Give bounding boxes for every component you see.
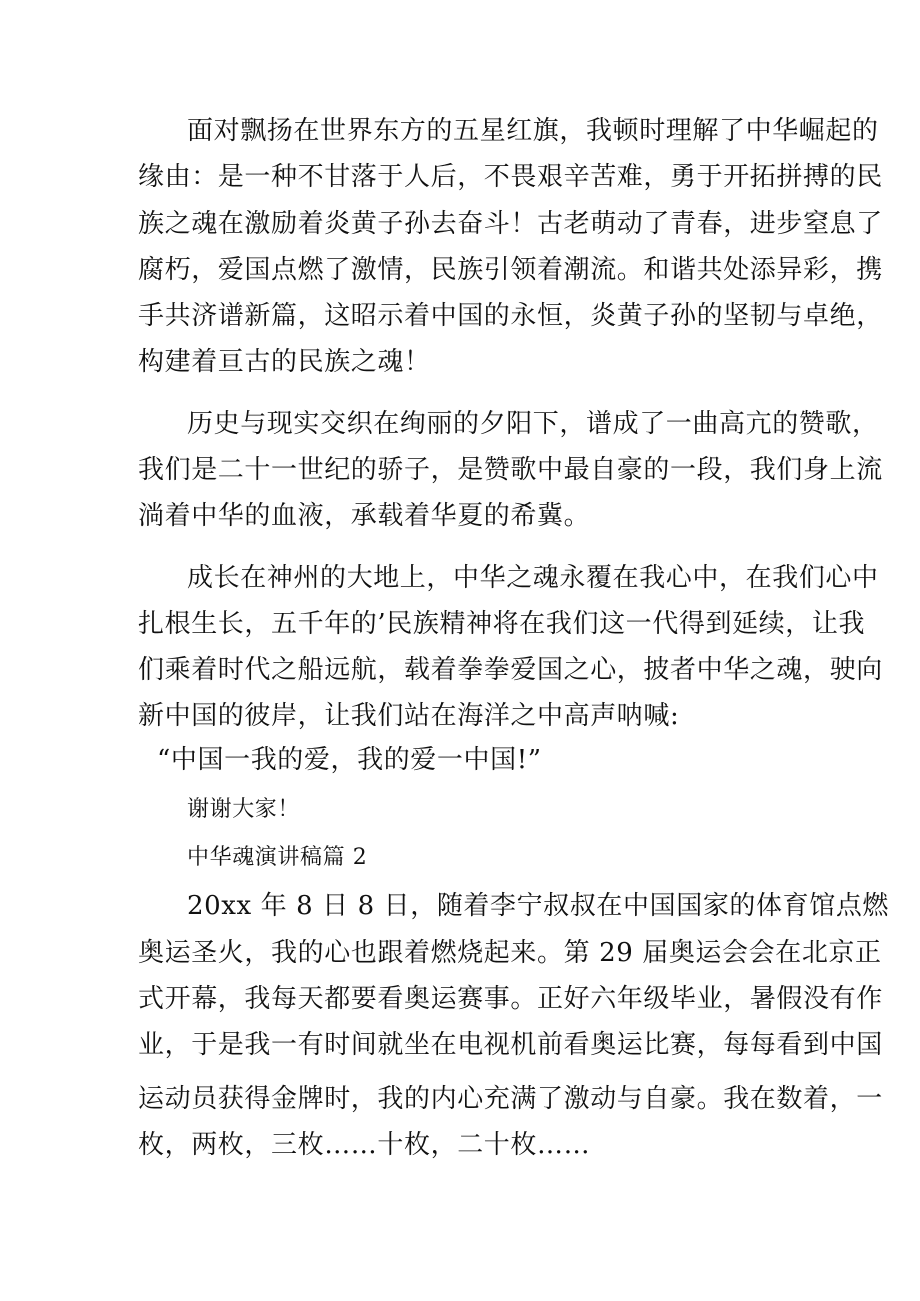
section-heading: 中华魂演讲稿篇 2	[187, 845, 368, 870]
paragraph-4-line-6: 枚，两枚，三枚……十枚，二十枚……	[138, 1130, 591, 1160]
paragraph-1-line-1: 面对飘扬在世界东方的五星红旗，我顿时理解了中华崛起的	[187, 116, 879, 146]
paragraph-4-line-5: 运动员获得金牌时，我的内心充满了激动与自豪。我在数着，一	[138, 1084, 883, 1114]
paragraph-2-line-2: 我们是二十一世纪的骄子，是赞歌中最自豪的一段，我们身上流	[138, 455, 883, 485]
paragraph-1-line-3: 族之魂在激励着炎黄子孙去奋斗！古老萌动了青春，进步窒息了	[138, 209, 883, 239]
paragraph-3-line-3: 们乘着时代之船远航，载着拳拳爱国之心，披者中华之魂，驶向	[138, 655, 883, 685]
paragraph-2-line-3: 淌着中华的血液，承载着华夏的希冀。	[138, 501, 591, 531]
paragraph-1-line-4: 腐朽，爱国点燃了激情，民族引领着潮流。和谐共处添异彩，携	[138, 255, 883, 285]
paragraph-4-line-4: 业，于是我一有时间就坐在电视机前看奥运比赛，每每看到中国	[138, 1030, 883, 1060]
paragraph-3-line-4: 新中国的彼岸，让我们站在海洋之中高声呐喊:	[138, 701, 680, 731]
quote-line: “中国一我的爱，我的爱一中国!”	[157, 745, 542, 775]
paragraph-1-line-6: 构建着亘古的民族之魂！	[138, 347, 431, 377]
paragraph-3-line-1: 成长在神州的大地上，中华之魂永覆在我心中，在我们心中	[187, 563, 879, 593]
paragraph-3-line-2: 扎根生长，五千年的’民族精神将在我们这一代得到延续，让我	[138, 609, 866, 639]
paragraph-1-line-5: 手共济谱新篇，这昭示着中国的永恒，炎黄子孙的坚韧与卓绝，	[138, 301, 883, 331]
paragraph-1-line-2: 缘由：是一种不甘落于人后，不畏艰辛苦难，勇于开拓拼搏的民	[138, 162, 883, 192]
paragraph-2-line-1: 历史与现实交织在绚丽的夕阳下，谱成了一曲高亢的赞歌，	[187, 409, 879, 439]
paragraph-4-line-2: 奥运圣火，我的心也跟着燃烧起来。第 29 届奥运会会在北京正	[138, 938, 882, 968]
paragraph-4-line-3: 式开幕，我每天都要看奥运赛事。正好六年级毕业，暑假没有作	[138, 984, 883, 1014]
paragraph-4-line-1: 20xx 年 8 日 8 日，随着李宁叔叔在中国国家的体育馆点燃	[187, 891, 890, 921]
thanks-line: 谢谢大家！	[187, 797, 301, 822]
